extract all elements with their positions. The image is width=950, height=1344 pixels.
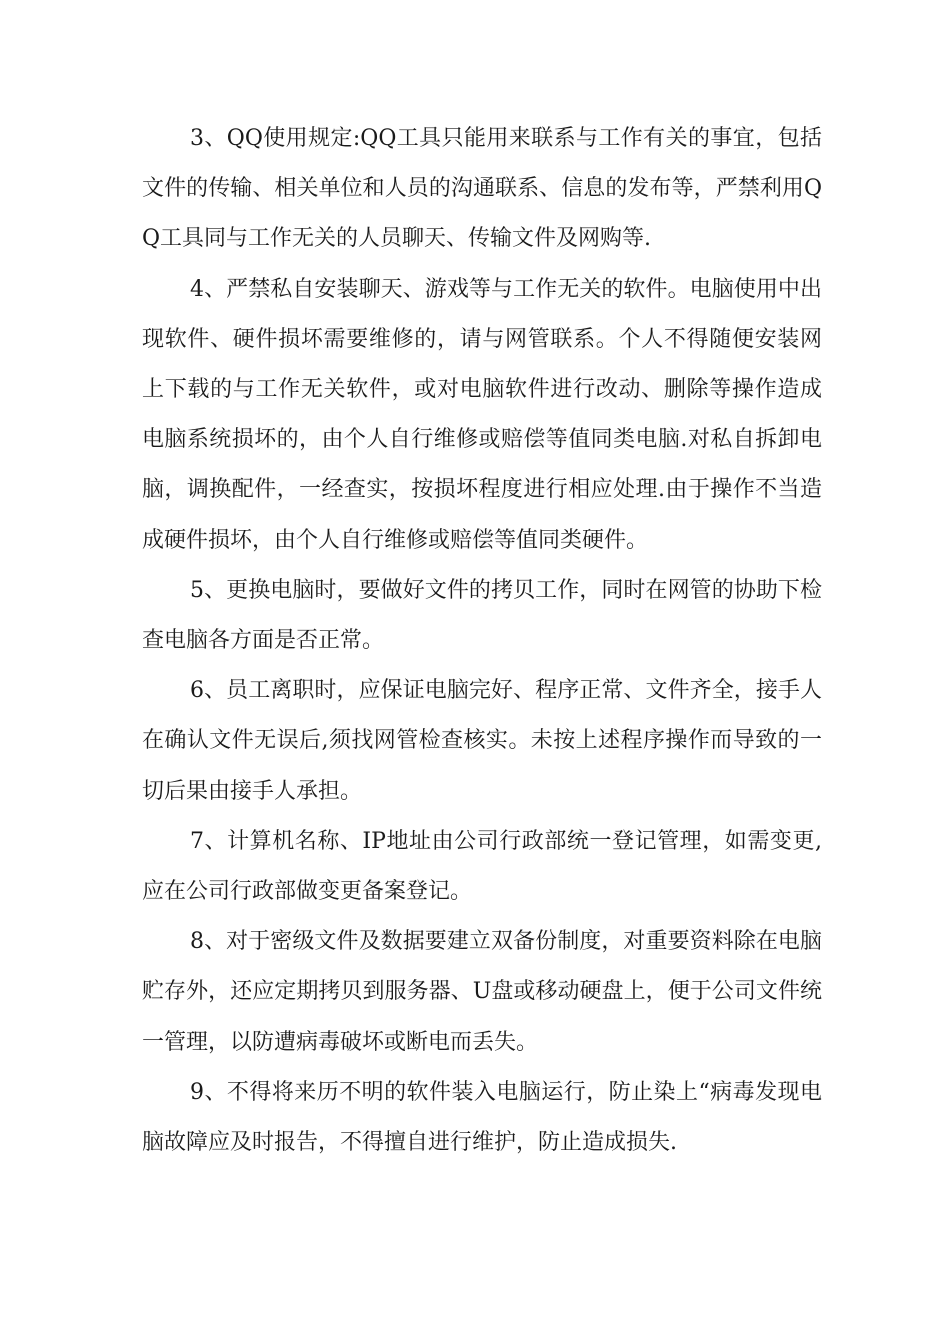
- paragraph-rule-8: 8、对于密级文件及数据要建立双备份制度，对重要资料除在电脑贮存外，还应定期拷贝到服务器、U盘或移动硬盘上，便于公司文件统一管理，以防遭病毒破坏或断电而丢失。: [142, 929, 822, 1055]
- paragraph-rule-3: 3、QQ使用规定:QQ工具只能用来联系与工作有关的事宜，包括文件的传输、相关单位和人员的沟通联系、信息的发布等，严禁利用QQ工具同与工作无关的人员聊天、传输文件及网购等.: [142, 126, 822, 252]
- document-body: [142, 114, 822, 1168]
- paragraph-rule-5: 5、更换电脑时，要做好文件的拷贝工作，同时在网管的协助下检查电脑各方面是否正常。: [142, 577, 822, 654]
- paragraph-rule-6: 6、员工离职时，应保证电脑完好、程序正常、文件齐全，接手人在确认文件无误后,须找网管检查核实。未按上述程序操作而导致的一切后果由接手人承担。: [142, 678, 822, 804]
- paragraph-rule-4: 4、严禁私自安装聊天、游戏等与工作无关的软件。电脑使用中出现软件、硬件损坏需要维修的，请与网管联系。个人不得随便安装网上下载的与工作无关软件，或对电脑软件进行改动、删除等操作造成电脑系统损坏的，由个人自行维修或赔偿等值同类电脑.对私自拆卸电脑，调换配件，一经查实，按损坏程度进行相应处理.由于操作不当造成硬件损坏，由个人自行维修或赔偿等值同类硬件。: [142, 276, 822, 553]
- paragraph-rule-9: 9、不得将来历不明的软件装入电脑运行，防止染上“病毒发现电脑故障应及时报告，不得擅自进行维护，防止造成损失.: [142, 1079, 822, 1156]
- paragraph-rule-7: 7、计算机名称、IP地址由公司行政部统一登记管理，如需变更,应在公司行政部做变更备案登记。: [142, 828, 822, 905]
